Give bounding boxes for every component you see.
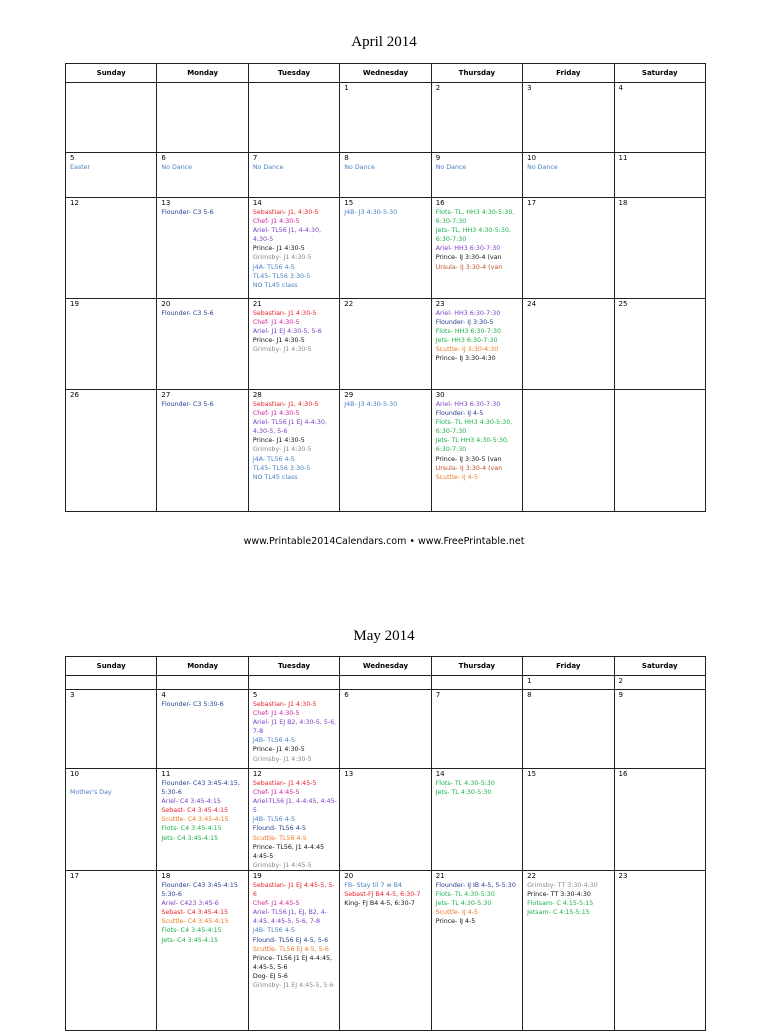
event-entry: Jets- TL HH3 4:30-5:30, 6:30-7:30 bbox=[435, 437, 511, 454]
event-entry: Grimsby- J1 EJ 4:45-5, 5-6 bbox=[252, 982, 334, 990]
day-number: 25 bbox=[618, 300, 628, 308]
day-cell bbox=[157, 153, 248, 198]
day-number: 6 bbox=[344, 691, 349, 699]
day-number: 4 bbox=[618, 84, 623, 92]
event-entry: Scuttle- C4 3:45-4:15 bbox=[161, 918, 229, 926]
day-number: 3 bbox=[70, 691, 75, 699]
day-cell bbox=[523, 299, 614, 390]
day-header-row bbox=[66, 657, 706, 676]
day-cell bbox=[157, 769, 248, 871]
event-entry: Flots- TL HH3 4:30-5:30, 6:30-7:30 bbox=[435, 419, 515, 436]
day-cell bbox=[431, 153, 522, 198]
day-cell bbox=[66, 390, 157, 512]
event-entry: Prince- IJ 3:30-5 (van bbox=[435, 455, 502, 463]
day-cell bbox=[157, 676, 248, 690]
event-entry: Prince- J1 4:30-5 bbox=[252, 437, 305, 445]
day-number: 23 bbox=[435, 300, 445, 308]
day-cell bbox=[431, 690, 522, 769]
event-entry: Ariel- TL56 J1, 4-4:30, 4:30-5 bbox=[252, 227, 324, 244]
day-cell bbox=[248, 198, 339, 299]
day-cell bbox=[523, 390, 614, 512]
day-cell bbox=[614, 690, 705, 769]
event-entry: Scuttle- IJ 3:30-4:30 bbox=[435, 346, 499, 354]
april-title: April 2014 bbox=[351, 34, 417, 50]
day-cell bbox=[66, 676, 157, 690]
day-cell bbox=[523, 198, 614, 299]
may-calendar-grid bbox=[65, 656, 706, 1031]
event-entry: J4B- TL56 4-5 bbox=[252, 737, 295, 745]
day-number: 14 bbox=[435, 770, 445, 778]
day-number: 9 bbox=[618, 691, 623, 699]
day-cell bbox=[248, 83, 339, 153]
event-entry: No Dance bbox=[527, 164, 558, 171]
day-header: Wednesday bbox=[340, 64, 431, 83]
day-number: 21 bbox=[435, 872, 445, 880]
day-number: 28 bbox=[252, 391, 262, 399]
day-cell bbox=[248, 153, 339, 198]
day-header: Sunday bbox=[66, 657, 157, 676]
day-cell bbox=[66, 769, 157, 871]
event-entry: Flounder- C3 5-6 bbox=[161, 401, 214, 408]
event-entry: J4B- J3 4:30-5:30 bbox=[344, 209, 398, 216]
event-entry: Chef- J1 4:45-5 bbox=[252, 789, 300, 797]
event-entry: Ariel- TL56 J1, EJ, B2, 4-4:45, 4:45-5, 5-6, 7-8 bbox=[252, 909, 328, 926]
week-row bbox=[66, 871, 706, 1031]
event-entry: NO TL45 class bbox=[252, 473, 298, 481]
event-entry: Prince- TL56, J1 4-4:45 4:45-5 bbox=[252, 843, 327, 860]
event-entry: Flounder- IJ 3:30-5 bbox=[435, 319, 494, 327]
event-entry: Prince- IJ 3:30-4:30 bbox=[435, 355, 496, 363]
event-entry bbox=[70, 779, 154, 788]
day-header: Tuesday bbox=[248, 64, 339, 83]
event-entry: Flounder- C3 5-6 bbox=[161, 209, 214, 216]
event-entry: Jets- TL 4:30-5:30 bbox=[435, 789, 492, 797]
day-cell bbox=[523, 690, 614, 769]
footer-urls: www.Printable2014Calendars.com • www.FreePrintable.net bbox=[243, 536, 525, 547]
event-entry: Flots- TL 4:30-5:30 bbox=[435, 891, 495, 899]
event-entry: Flots- TL 4:30-5:30 bbox=[435, 780, 495, 787]
event-entry: Sebastian- J1 4:45-5 bbox=[252, 780, 317, 787]
event-entry: Flounder- IJ IB 4-5, 5-5:30 bbox=[435, 882, 516, 889]
day-number: 9 bbox=[435, 154, 441, 162]
day-header: Sunday bbox=[66, 64, 157, 83]
event-entry: Flounder- C3 5-6 bbox=[161, 310, 214, 317]
event-entry: King- FJ B4 4-5, 6:30-7 bbox=[344, 900, 415, 908]
day-cell bbox=[340, 390, 431, 512]
day-number: 1 bbox=[527, 677, 532, 685]
event-entry: Flots- HH3 6:30-7:30 bbox=[435, 328, 501, 336]
event-entry: Ursula- IJ 3:30-4 (van bbox=[435, 263, 503, 271]
day-number: 18 bbox=[161, 872, 171, 880]
day-header: Saturday bbox=[614, 64, 705, 83]
event-entry: Easter bbox=[70, 164, 91, 171]
event-entry: FB- Stay til 7 w B4 bbox=[344, 882, 402, 889]
week-row bbox=[66, 676, 706, 690]
day-cell bbox=[340, 871, 431, 1031]
day-cell bbox=[431, 299, 522, 390]
week-row bbox=[66, 390, 706, 512]
event-entry: Jets- C4 3:45-4:15 bbox=[161, 936, 219, 944]
event-entry: Flound- TL56 4-5 bbox=[252, 825, 306, 833]
day-cell bbox=[614, 390, 705, 512]
day-cell bbox=[66, 299, 157, 390]
week-row bbox=[66, 83, 706, 153]
day-number: 13 bbox=[344, 770, 354, 778]
day-cell bbox=[614, 676, 705, 690]
day-header: Monday bbox=[157, 64, 248, 83]
day-number: 18 bbox=[618, 199, 628, 207]
event-entry: Prince- J1 4:30-5 bbox=[252, 746, 305, 754]
day-cell bbox=[340, 676, 431, 690]
event-entry: J4A- TL56 4-5 bbox=[252, 263, 295, 271]
day-header: Wednesday bbox=[340, 657, 431, 676]
day-header: Tuesday bbox=[248, 657, 339, 676]
day-cell bbox=[431, 769, 522, 871]
day-cell bbox=[431, 871, 522, 1031]
event-entry: J4B- TL56 4-5 bbox=[252, 927, 295, 935]
event-entry: Sebast- C4 3:45-4:15 bbox=[161, 909, 229, 917]
day-number: 11 bbox=[618, 154, 628, 162]
event-entry: Chef- J1 4:30-5 bbox=[252, 319, 300, 327]
day-number: 14 bbox=[252, 199, 262, 207]
day-number: 21 bbox=[252, 300, 262, 308]
event-entry: Sebastian- J1, 4:30-5 bbox=[252, 401, 319, 408]
day-cell bbox=[431, 390, 522, 512]
event-entry: Grimsby- J1 4:45-5 bbox=[252, 861, 312, 869]
day-cell bbox=[614, 769, 705, 871]
day-number: 4 bbox=[161, 691, 166, 699]
week-row bbox=[66, 769, 706, 871]
event-entry: Ariel- HH3 6:30-7:30 bbox=[435, 401, 501, 408]
april-calendar-grid bbox=[65, 63, 706, 512]
event-entry: Flounder- IJ 4-5 bbox=[435, 410, 484, 418]
event-entry: Sebastian- J1 4:30-5 bbox=[252, 701, 317, 708]
event-entry: Jetsam- C 4:15-5:15 bbox=[527, 909, 590, 917]
event-entry: Scuttle- C4 3:45-4:15 bbox=[161, 816, 229, 824]
day-cell bbox=[614, 83, 705, 153]
event-entry: TL45- TL56 3:30-5 bbox=[252, 272, 311, 280]
day-header: Saturday bbox=[614, 657, 705, 676]
day-cell bbox=[248, 390, 339, 512]
day-number: 8 bbox=[527, 691, 532, 699]
event-entry: Jets- C4 3:45-4:15 bbox=[161, 834, 219, 842]
event-entry: Ariel- HH3 6:30-7:30 bbox=[435, 245, 501, 253]
day-header: Monday bbox=[157, 657, 248, 676]
day-number: 6 bbox=[161, 154, 166, 162]
event-entry: Dog- EJ 5-6 bbox=[252, 972, 288, 980]
day-cell bbox=[523, 153, 614, 198]
event-entry: Chef- J1 4:30-5 bbox=[252, 710, 300, 718]
day-cell bbox=[248, 690, 339, 769]
day-number: 2 bbox=[618, 677, 623, 685]
day-cell bbox=[340, 690, 431, 769]
day-cell bbox=[248, 299, 339, 390]
event-entry: Scuttle- TL56 4-5 bbox=[252, 834, 307, 842]
week-row bbox=[66, 198, 706, 299]
event-entry: Prince- TL56 J1 EJ 4-4:45, 4:45-5, 5-6 bbox=[252, 954, 334, 971]
may-title: May 2014 bbox=[353, 628, 415, 644]
day-cell bbox=[614, 198, 705, 299]
day-cell bbox=[66, 871, 157, 1031]
day-cell bbox=[614, 153, 705, 198]
day-number: 26 bbox=[70, 391, 79, 399]
day-header: Friday bbox=[523, 64, 614, 83]
day-number: 5 bbox=[252, 691, 258, 699]
day-number: 24 bbox=[527, 300, 537, 308]
event-entry: NO TL45 class bbox=[252, 281, 298, 289]
day-cell bbox=[523, 83, 614, 153]
day-cell bbox=[157, 198, 248, 299]
day-cell bbox=[431, 676, 522, 690]
event-entry: Chef- J1 4:30-5 bbox=[252, 218, 300, 226]
day-cell bbox=[157, 690, 248, 769]
event-entry: Flounder- C43 3:45-4:15, 5:30-6 bbox=[161, 780, 242, 797]
event-entry: J4B- TL56 4-5 bbox=[252, 816, 295, 824]
day-cell bbox=[248, 769, 339, 871]
event-entry: Chef- J1 4:30-5 bbox=[252, 410, 300, 418]
day-number: 17 bbox=[70, 872, 79, 880]
event-entry: Ariel- HH3 6:30-7:30 bbox=[435, 310, 501, 317]
day-number: 7 bbox=[435, 691, 441, 699]
day-number: 13 bbox=[161, 199, 171, 207]
day-number: 30 bbox=[435, 391, 445, 399]
day-number: 29 bbox=[344, 391, 354, 399]
event-entry: No Dance bbox=[252, 164, 284, 171]
day-number: 15 bbox=[344, 199, 354, 207]
day-number: 22 bbox=[344, 300, 354, 308]
day-number: 16 bbox=[618, 770, 628, 778]
event-entry: Grimsby- J1 4:30-5 bbox=[252, 446, 312, 454]
day-number: 15 bbox=[527, 770, 537, 778]
day-cell bbox=[66, 690, 157, 769]
day-header: Thursday bbox=[431, 64, 522, 83]
day-cell bbox=[66, 198, 157, 299]
day-number: 12 bbox=[252, 770, 262, 778]
event-entry: Ariel- J1 EJ 4:30-5, 5-6 bbox=[252, 328, 322, 336]
event-entry: Jets- TL, HH3 4:30-5:30, 6:30-7:30 bbox=[435, 227, 513, 244]
event-entry: No Dance bbox=[344, 164, 375, 171]
day-number: 10 bbox=[70, 770, 79, 778]
day-header: Friday bbox=[523, 657, 614, 676]
event-entry: Scuttle- TL56 EJ 4-5, 5-6 bbox=[252, 945, 329, 953]
day-cell bbox=[523, 769, 614, 871]
day-number: 19 bbox=[252, 872, 262, 880]
day-cell bbox=[340, 83, 431, 153]
event-entry: Sebastian- J1 EJ 4:45-5, 5-6 bbox=[252, 882, 335, 899]
event-entry: Prince- IJ 3:30-4 (van bbox=[435, 254, 502, 262]
day-number: 1 bbox=[344, 84, 349, 92]
event-entry: Grimsby- J1 4:30-5 bbox=[252, 254, 312, 262]
day-number: 27 bbox=[161, 391, 171, 399]
event-entry: Grimsby- TT 3:30-4:30 bbox=[527, 882, 598, 889]
event-entry: Ursula- IJ 3:30-4 (van bbox=[435, 464, 503, 472]
day-cell bbox=[614, 871, 705, 1031]
event-entry: Grimsby- J1 4:30-5 bbox=[252, 755, 312, 763]
event-entry: Flounder- C3 5:30-6 bbox=[161, 701, 224, 708]
day-number: 3 bbox=[527, 84, 532, 92]
day-number: 20 bbox=[344, 872, 354, 880]
day-cell bbox=[523, 676, 614, 690]
event-entry: J4A- TL56 4-5 bbox=[252, 455, 295, 463]
day-number: 10 bbox=[527, 154, 537, 162]
day-number: 17 bbox=[527, 199, 537, 207]
event-entry: No Dance bbox=[161, 164, 193, 171]
event-entry: Sebast- C4 3:45-4:15 bbox=[161, 807, 229, 815]
event-entry: Ariel- TL56 J1 EJ 4-4:30, 4:30-5, 5-6 bbox=[252, 419, 329, 436]
day-number: 5 bbox=[70, 154, 75, 162]
day-cell bbox=[340, 198, 431, 299]
day-number: 2 bbox=[435, 84, 441, 92]
event-entry: Jets- TL 4:30-5:30 bbox=[435, 900, 492, 908]
day-cell bbox=[431, 83, 522, 153]
day-number: 16 bbox=[435, 199, 445, 207]
event-entry: Jets- HH3 6:30-7:30 bbox=[435, 337, 498, 345]
day-cell bbox=[614, 299, 705, 390]
week-row bbox=[66, 690, 706, 769]
day-cell bbox=[157, 299, 248, 390]
day-number: 11 bbox=[161, 770, 171, 778]
event-entry: Ariel- J1 EJ B2, 4:30-5, 5-6, 7-8 bbox=[252, 719, 339, 736]
event-entry: Flounder- C43 3:45-4:15 5:30-6 bbox=[161, 882, 240, 899]
event-entry: Ariel-TL56 J1, 4-4:45, 4:45-5 bbox=[252, 798, 337, 815]
event-entry: Scuttle- IJ 4-5 bbox=[435, 473, 478, 481]
event-entry: Chef- J1 4:45-5 bbox=[252, 900, 300, 908]
event-entry: Prince- TT 3:30-4:30 bbox=[527, 891, 591, 899]
day-cell bbox=[157, 871, 248, 1031]
event-entry: J4B- J3 4:30-5:30 bbox=[344, 401, 398, 408]
day-cell bbox=[523, 871, 614, 1031]
event-entry: Sebastian- J1, 4:30-5 bbox=[252, 209, 319, 216]
event-entry: Prince- J1 4:30-5 bbox=[252, 337, 305, 345]
week-row bbox=[66, 299, 706, 390]
event-entry: Mother's Day bbox=[70, 789, 112, 796]
day-number: 8 bbox=[344, 154, 349, 162]
event-entry: Ariel- C423 3:45-6 bbox=[161, 900, 219, 908]
day-header: Thursday bbox=[431, 657, 522, 676]
day-cell bbox=[66, 153, 157, 198]
day-number: 19 bbox=[70, 300, 79, 308]
day-cell bbox=[157, 390, 248, 512]
event-entry: Prince- IJ 4-5 bbox=[435, 918, 476, 926]
day-number: 7 bbox=[252, 154, 258, 162]
event-entry: Ariel- C4 3:45-4:15 bbox=[161, 798, 221, 806]
event-entry: Flound- TL56 EJ 4-5, 5-6 bbox=[252, 936, 329, 944]
event-entry: No Dance bbox=[435, 164, 467, 171]
event-entry: TL45- TL56 3:30-5 bbox=[252, 464, 311, 472]
day-cell bbox=[340, 153, 431, 198]
event-entry: Flots- TL, HH3 4:30-5:30, 6:30-7:30 bbox=[435, 209, 517, 226]
week-row bbox=[66, 153, 706, 198]
day-cell bbox=[340, 769, 431, 871]
event-entry: Flots- C4 3:45-4:15 bbox=[161, 825, 222, 833]
day-number: 23 bbox=[618, 872, 628, 880]
day-header-row bbox=[66, 64, 706, 83]
day-number: 12 bbox=[70, 199, 79, 207]
day-number: 20 bbox=[161, 300, 171, 308]
event-entry: Prince- J1 4:30-5 bbox=[252, 245, 305, 253]
event-entry: Sebastian- J1 4:30-5 bbox=[252, 310, 317, 317]
event-entry: Grimsby- J1 4:30-5 bbox=[252, 346, 312, 354]
event-entry: Sebast-FJ B4 4-5, 6:30-7 bbox=[344, 891, 421, 899]
day-cell bbox=[431, 198, 522, 299]
day-cell bbox=[248, 676, 339, 690]
day-number: 22 bbox=[527, 872, 537, 880]
event-entry: Flots- C4 3:45-4:15 bbox=[161, 927, 222, 935]
event-entry: Scuttle- IJ 4-5 bbox=[435, 909, 478, 917]
day-cell bbox=[66, 83, 157, 153]
day-cell bbox=[248, 871, 339, 1031]
day-cell bbox=[157, 83, 248, 153]
day-cell bbox=[340, 299, 431, 390]
event-entry: Flotsam- C 4:15-5:15 bbox=[527, 900, 594, 908]
